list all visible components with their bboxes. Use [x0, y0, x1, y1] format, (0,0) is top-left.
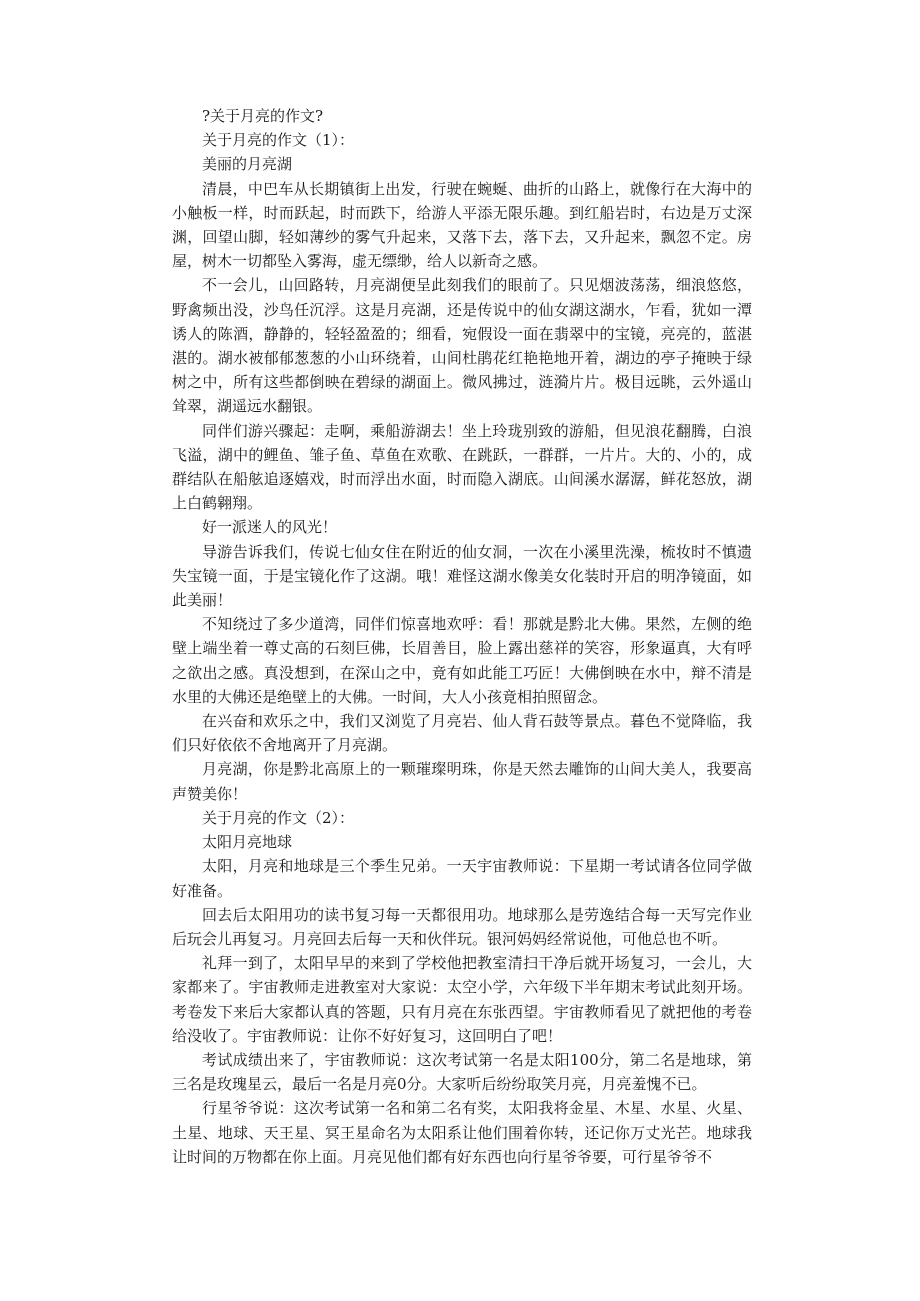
paragraph: 清晨，中巴车从长期镇街上出发，行驶在蜿蜒、曲折的山路上，就像行在大海中的小触板一样，时而跃起，时而跌下，给游人平添无限乐趣。到红船岩时，右边是万丈深渊，回望山脚，轻如薄纱的雾气升起来，又落下去，落下去，又升起来，飘忽不定。房屋，树木一切都坠入雾海，虚无缥缈，给人以新奇之感。 — [172, 179, 752, 271]
paragraph: 同伴们游兴骤起：走啊，乘船游湖去！坐上玲珑别致的游船，但见浪花翻腾，白浪飞溢，湖中的鲤鱼、雏子鱼、草鱼在欢歌、在跳跃，一群群，一片片。大的、小的，成群结队在船舷追逐嬉戏，时而浮出水面，时而隐入湖底。山间溪水潺潺，鲜花怒放，湖上白鹤翱翔。 — [172, 421, 752, 513]
paragraph: 好一派迷人的风光！ — [202, 518, 338, 537]
paragraph: 行星爷爷说：这次考试第一名和第二名有奖，太阳我将金星、木星、水星、火星、土星、地球、天王星、冥王星命名为太阳系让他们围着你转，还记你万丈光芒。地球我让时间的万物都在你上面。月亮见他们都有好东西也向行星爷爷要，可行星爷爷不 — [172, 1099, 752, 1166]
paragraph: 太阳，月亮和地球是三个季生兄弟。一天宇宙教师说：下星期一考试请各位同学做好准备。 — [172, 857, 752, 900]
paragraph: 月亮湖，你是黔北高原上的一颗璀璨明珠，你是天然去雕饰的山间大美人，我要高声赞美你！ — [172, 760, 752, 803]
section2-heading: 关于月亮的作文（2）： — [202, 808, 355, 827]
document-title: ?关于月亮的作文? — [202, 107, 324, 125]
document-page — [172, 104, 752, 1169]
paragraph: 考试成绩出来了，宇宙教师说：这次考试第一名是太阳100分，第二名是地球，第三名是玫瑰星云，最后一名是月亮0分。大家听后纷纷取笑月亮，月亮羞愧不已。 — [172, 1050, 752, 1094]
section1-heading: 关于月亮的作文（1）： — [202, 131, 355, 150]
section2-subtitle: 太阳月亮地球 — [202, 833, 293, 852]
paragraph: 不知绕过了多少道湾，同伴们惊喜地欢呼：看！那就是黔北大佛。果然，左侧的绝壁上端坐着一尊丈高的石刻巨佛，长眉善目，脸上露出慈祥的笑容，形象逼真，大有呼之欲出之感。真没想到，在深山之中，竟有如此能工巧匠！大佛倒映在水中，辩不清是水里的大佛还是绝壁上的大佛。一时间，大人小孩竟相拍照留念。 — [172, 615, 752, 706]
paragraph: 导游告诉我们，传说七仙女住在附近的仙女洞，一次在小溪里洗澡，梳妆时不慎遗失宝镜一面，于是宝镜化作了这湖。哦！难怪这湖水像美女化装时开启的明净镜面，如此美丽！ — [172, 542, 752, 610]
paragraph: 不一会儿，山回路转，月亮湖便呈此刻我们的眼前了。只见烟波荡荡，细浪悠悠，野禽频出没，沙鸟任沉浮。这是月亮湖，还是传说中的仙女湖这湖水，乍看，犹如一潭诱人的陈酒，静静的，轻轻盈盈的；细看，宛假设一面在翡翠中的宝镜，亮亮的，蓝湛湛的。湖水被郁郁葱葱的小山环绕着，山间杜鹃花红艳艳地开着，湖边的亭子掩映于绿树之中，所有这些都倒映在碧绿的湖面上。微风拂过，涟漪片片。极目远眺，云外遥山耸翠，湖遥远水翻银。 — [172, 276, 752, 416]
paragraph: 回去后太阳用功的读书复习每一天都很用功。地球那么是劳逸结合每一天写完作业后玩会儿再复习。月亮回去后每一天和伙伴玩。银河妈妈经常说他，可他总也不听。 — [172, 905, 752, 948]
paragraph: 礼拜一到了，太阳早早的来到了学校他把教室清扫干净后就开场复习，一会儿，大家都来了。宇宙教师走进教室对大家说：太空小学，六年级下半年期末考试此刻开场。考卷发下来后大家都认真的答题，只有月亮在东张西望。宇宙教师看见了就把他的考卷给没收了。宇宙教师说：让你不好好复习，这回明白了吧！ — [172, 954, 752, 1045]
paragraph: 在兴奋和欢乐之中，我们又浏览了月亮岩、仙人背石鼓等景点。暮色不觉降临，我们只好依依不舍地离开了月亮湖。 — [172, 712, 752, 755]
section1-subtitle: 美丽的月亮湖 — [202, 155, 293, 174]
